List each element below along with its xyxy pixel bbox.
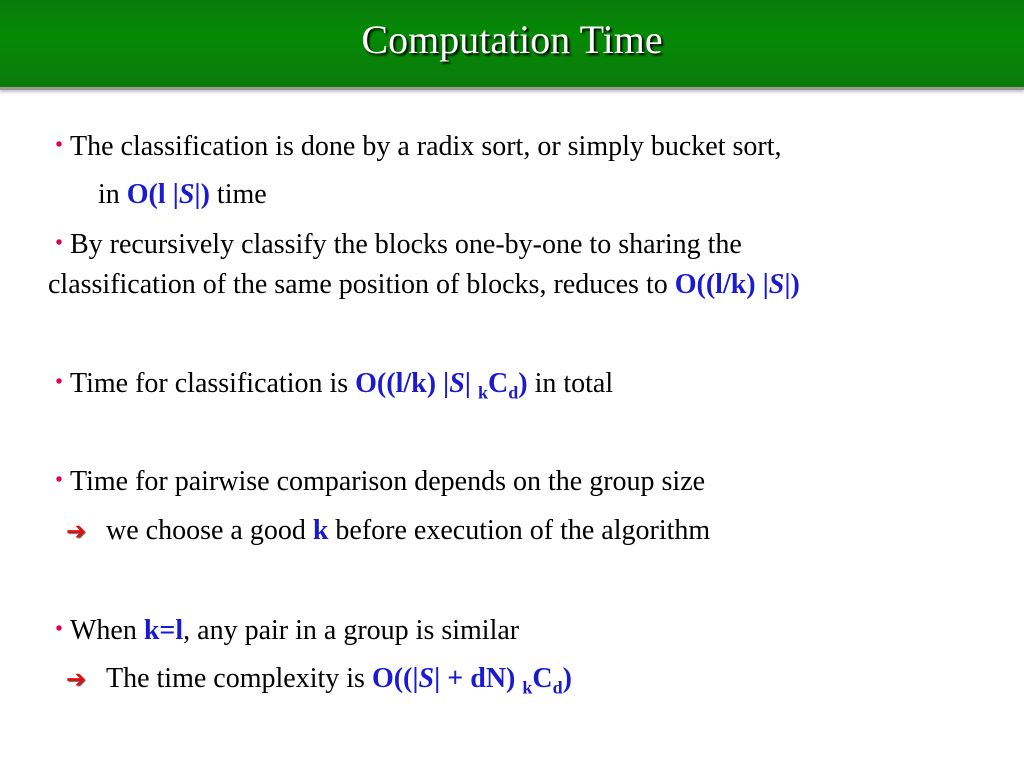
bullet-icon: • <box>55 618 63 640</box>
math-expression: O(l |S|) <box>126 179 210 210</box>
arrow-right-icon: ➔ <box>66 519 87 545</box>
text: Time for classification is <box>70 368 356 399</box>
text: we choose a good <box>106 515 313 546</box>
text: When <box>70 615 144 646</box>
bullet-4 <box>48 468 705 496</box>
math-expression: O((l/k) |S| $_kC_d$) <box>355 368 528 403</box>
bullet-icon: • <box>55 134 63 156</box>
bullet-1 <box>48 133 782 161</box>
text: classification of the same position of blocks, reduces to <box>48 269 675 300</box>
text: , any pair in a group is similar <box>183 615 520 646</box>
bullet-icon: • <box>55 371 63 393</box>
bullet-2 <box>48 231 742 259</box>
text: time <box>209 179 267 210</box>
text: The time complexity is <box>106 663 372 694</box>
bullet-4-arrow-line <box>66 517 710 545</box>
slide-title: Computation Time <box>361 17 663 62</box>
arrow-right-icon: ➔ <box>66 667 87 693</box>
text: in total <box>527 368 614 399</box>
bullet-2-continuation <box>48 271 800 299</box>
bullet-1-text: The classification is done by a radix sort, or simply bucket sort, <box>70 131 782 162</box>
title-bar <box>0 0 1024 90</box>
bullet-1-continuation <box>98 181 267 209</box>
math-expression: k <box>312 515 329 546</box>
math-expression: O((|S| + dN) $_kC_d$) <box>371 663 572 698</box>
bullet-icon: • <box>55 469 63 491</box>
math-expression: O((l/k) |S|) <box>674 269 800 300</box>
text: in <box>98 179 127 210</box>
bullet-5-arrow-line <box>66 665 572 697</box>
bullet-2-text: By recursively classify the blocks one-by-one to sharing the <box>70 229 742 260</box>
bullet-5 <box>48 617 519 645</box>
bullet-icon: • <box>55 232 63 254</box>
bullet-3 <box>48 370 613 402</box>
bullet-4-text: Time for pairwise comparison depends on the group size <box>70 466 706 497</box>
math-expression: k=l <box>143 615 184 646</box>
text: before execution of the algorithm <box>328 515 711 546</box>
